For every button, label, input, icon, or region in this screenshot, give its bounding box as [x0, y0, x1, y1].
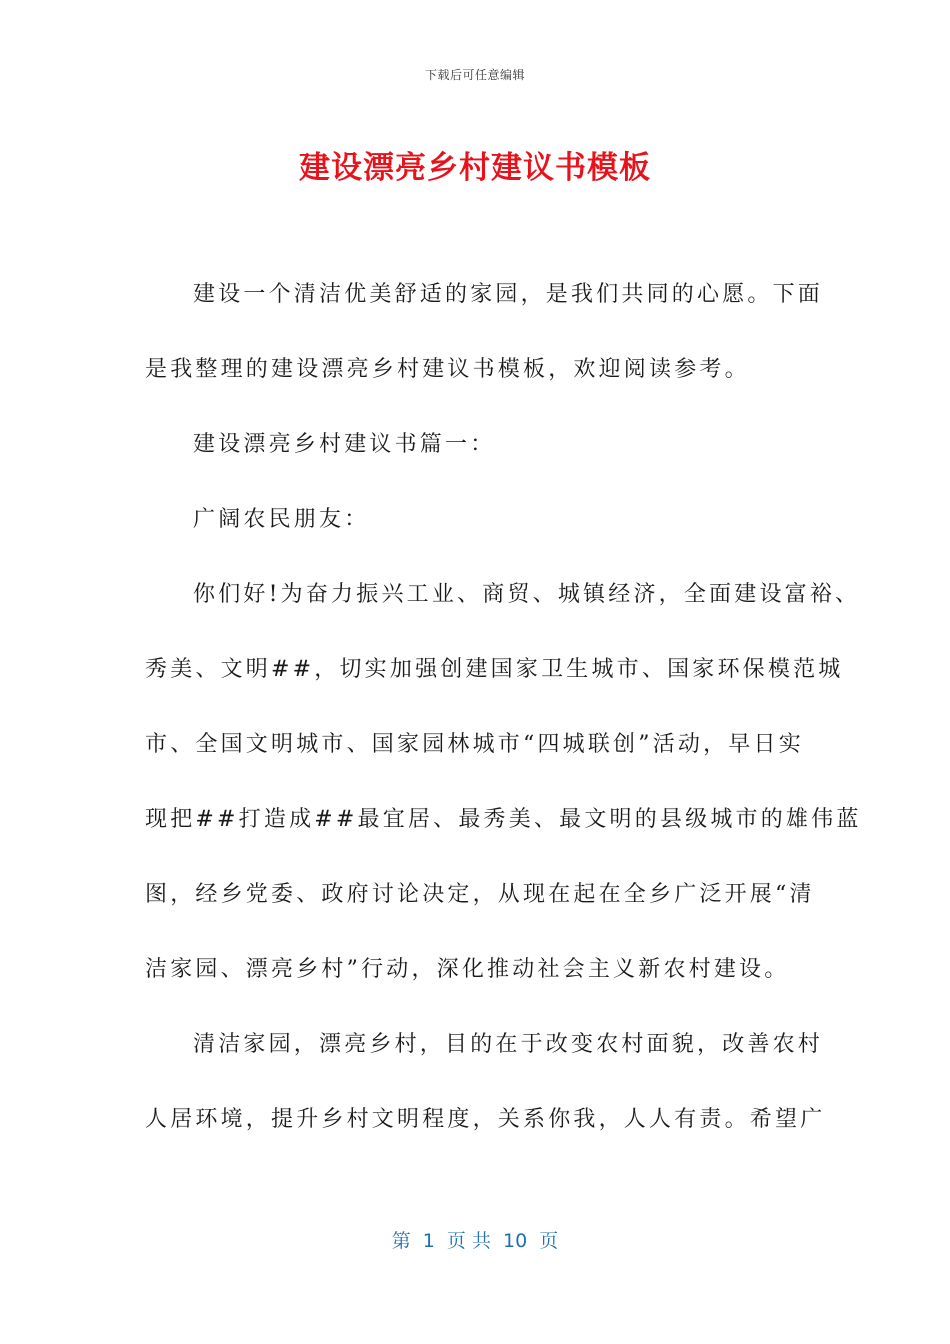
body-line: 现把##打造成##最宜居、最秀美、最文明的县级城市的雄伟蓝 [145, 807, 862, 832]
body-line: 你们好!为奋力振兴工业、商贸、城镇经济，全面建设富裕、 [193, 582, 861, 607]
page-header-note: 下载后可任意编辑 [424, 68, 525, 82]
body-line: 是我整理的建设漂亮乡村建议书模板，欢迎阅读参考。 [145, 357, 750, 382]
document-title: 建设漂亮乡村建议书模板 [299, 150, 651, 186]
body-line: 图，经乡党委、政府讨论决定，从现在起在全乡广泛开展“清 [145, 882, 815, 907]
body-line: 广阔农民朋友： [193, 507, 370, 532]
body-line: 市、全国文明城市、国家园林城市“四城联创”活动，早日实 [145, 732, 804, 757]
body-line: 洁家园、漂亮乡村”行动，深化推动社会主义新农村建设。 [145, 957, 790, 982]
body-line: 清洁家园，漂亮乡村，目的在于改变农村面貌，改善农村 [193, 1032, 824, 1057]
body-line: 人居环境，提升乡村文明程度，关系你我，人人有责。希望广 [145, 1107, 826, 1132]
page-number-footer: 第 1 页 共 10 页 [391, 1230, 559, 1252]
body-line: 建设一个清洁优美舒适的家园，是我们共同的心愿。下面 [193, 282, 824, 307]
body-line: 秀美、文明##，切实加强创建国家卫生城市、国家环保模范城 [145, 657, 844, 682]
body-line: 建设漂亮乡村建议书篇一： [193, 432, 496, 457]
